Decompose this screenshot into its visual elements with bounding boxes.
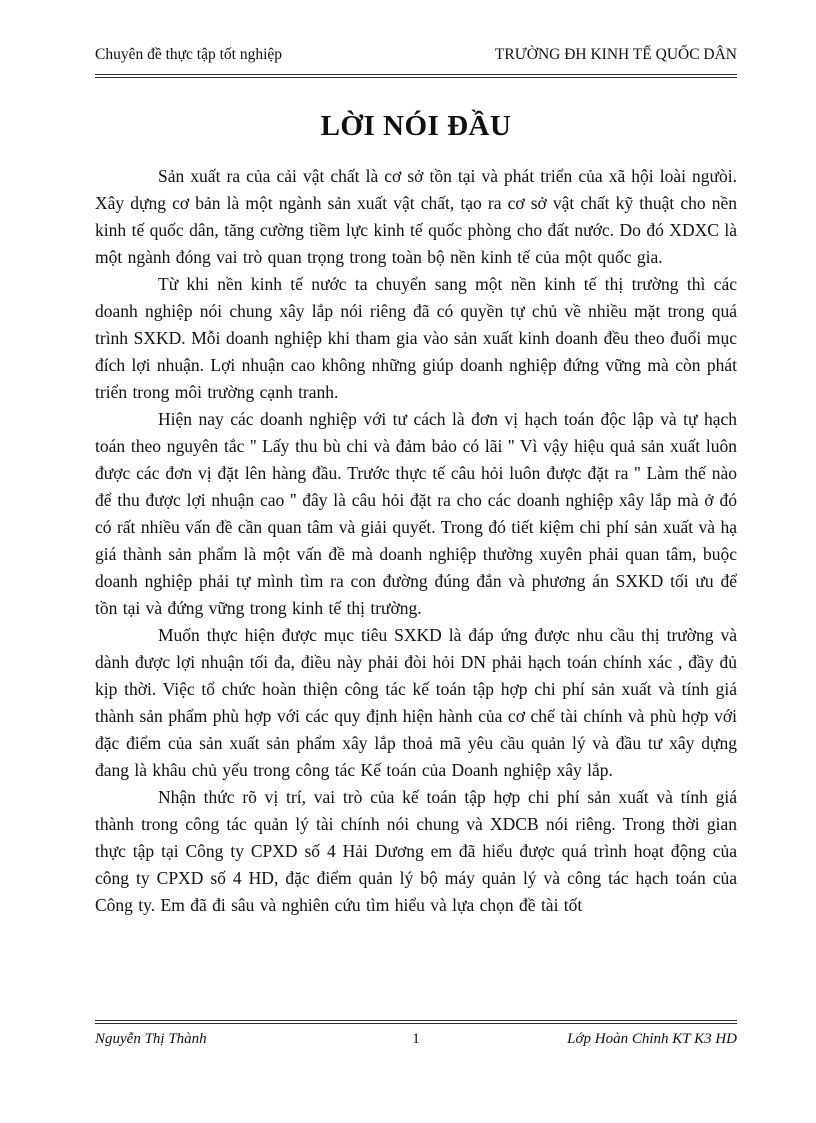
page-title: LỜI NÓI ĐẦU (320, 110, 512, 142)
paragraph: Từ khi nền kinh tế nước ta chuyển sang một nền kinh tế thị trường thì các doanh nghiệp nói chung xây lắp nói riêng đã có quyền tự chủ về nhiều mặt trong quá trình SXKD. Mỗi doanh nghiệp khi tham gia vào sản xuất kinh doanh đều theo đuổi mục đích lợi nhuận. Lợi nhuận cao không những giúp doanh nghiệp đứng vững mà còn phát triển trong môi trường cạnh tranh. (95, 274, 737, 402)
header-right-text: TRƯỜNG ĐH KINH TẾ QUỐC DÂN (494, 46, 737, 63)
page-footer (95, 1020, 737, 1048)
footer-page-number: 1 (412, 1031, 420, 1047)
footer-author: Nguyễn Thị Thành (95, 1031, 207, 1047)
paragraph: Nhận thức rõ vị trí, vai trò của kế toán tập hợp chi phí sản xuất và tính giá thành trong công tác quản lý tài chính nói chung và XDCB nói riêng. Trong thời gian thực tập tại Công ty CPXD số 4 Hải Dương em đã hiểu được quá trình hoạt động của công ty CPXD số 4 HD, đặc điểm quản lý bộ máy quản lý và công tác hạch toán của Công ty. Em đã đi sâu và nghiên cứu tìm hiểu và lựa chọn đề tài tốt (95, 787, 737, 915)
paragraph: Muốn thực hiện được mục tiêu SXKD là đáp ứng được nhu cầu thị trường và dành được lợi nhuận tối đa, điều này phải đòi hỏi DN phải hạch toán chính xác , đầy đủ kịp thời. Việc tổ chức hoàn thiện công tác kế toán tập hợp chi phí sản xuất và tính giá thành sản phẩm phù hợp với các quy định hiện hành của cơ chế tài chính và phù hợp với đặc điểm của sản xuất sản phẩm xây lắp thoả mã yêu cầu quản lý và đầu tư xây dựng đang là khâu chủ yếu trong công tác Kế toán của Doanh nghiệp xây lắp. (95, 625, 737, 780)
body-paragraphs (95, 163, 737, 919)
page-header (95, 46, 737, 78)
header-rule (95, 74, 737, 78)
paragraph: Hiện nay các doanh nghiệp với tư cách là đơn vị hạch toán độc lập và tự hạch toán theo nguyên tắc '' Lấy thu bù chi và đảm bảo có lãi '' Vì vậy hiệu quả sản xuất luôn được các đơn vị đặt lên hàng đầu. Trước thực tế câu hỏi luôn được đặt ra '' Làm thế nào để thu được lợi nhuận cao '' đây là câu hỏi đặt ra cho các doanh nghiệp xây lắp mà ở đó có rất nhiều vấn đề cần quan tâm và giải quyết. Trong đó tiết kiệm chi phí sản xuất và hạ giá thành sản phẩm là một vấn đề mà doanh nghiệp thường xuyên phải quan tâm, buộc doanh nghiệp phải tự mình tìm ra con đường đúng đắn và phương án SXKD tối ưu để tồn tại và đứng vững trong kinh tế thị trường. (95, 409, 737, 618)
footer-class-label: Lớp Hoàn Chỉnh KT K3 HD (567, 1031, 737, 1047)
header-left-text: Chuyên đề thực tập tốt nghiệp (95, 46, 283, 63)
paragraph: Sản xuất ra của cải vật chất là cơ sở tồn tại và phát triển của xã hội loài ngưòi. Xây dựng cơ bản là một ngành sản xuất vật chất, tạo ra cơ sở vật chất kỹ thuật cho nền kinh tế quốc dân, tăng cường tiềm lực kinh tế quốc phòng cho đất nước. Do đó XDXC là một ngành đóng vai trò quan trọng trong toàn bộ nền kinh tế của một quốc gia. (95, 166, 737, 267)
